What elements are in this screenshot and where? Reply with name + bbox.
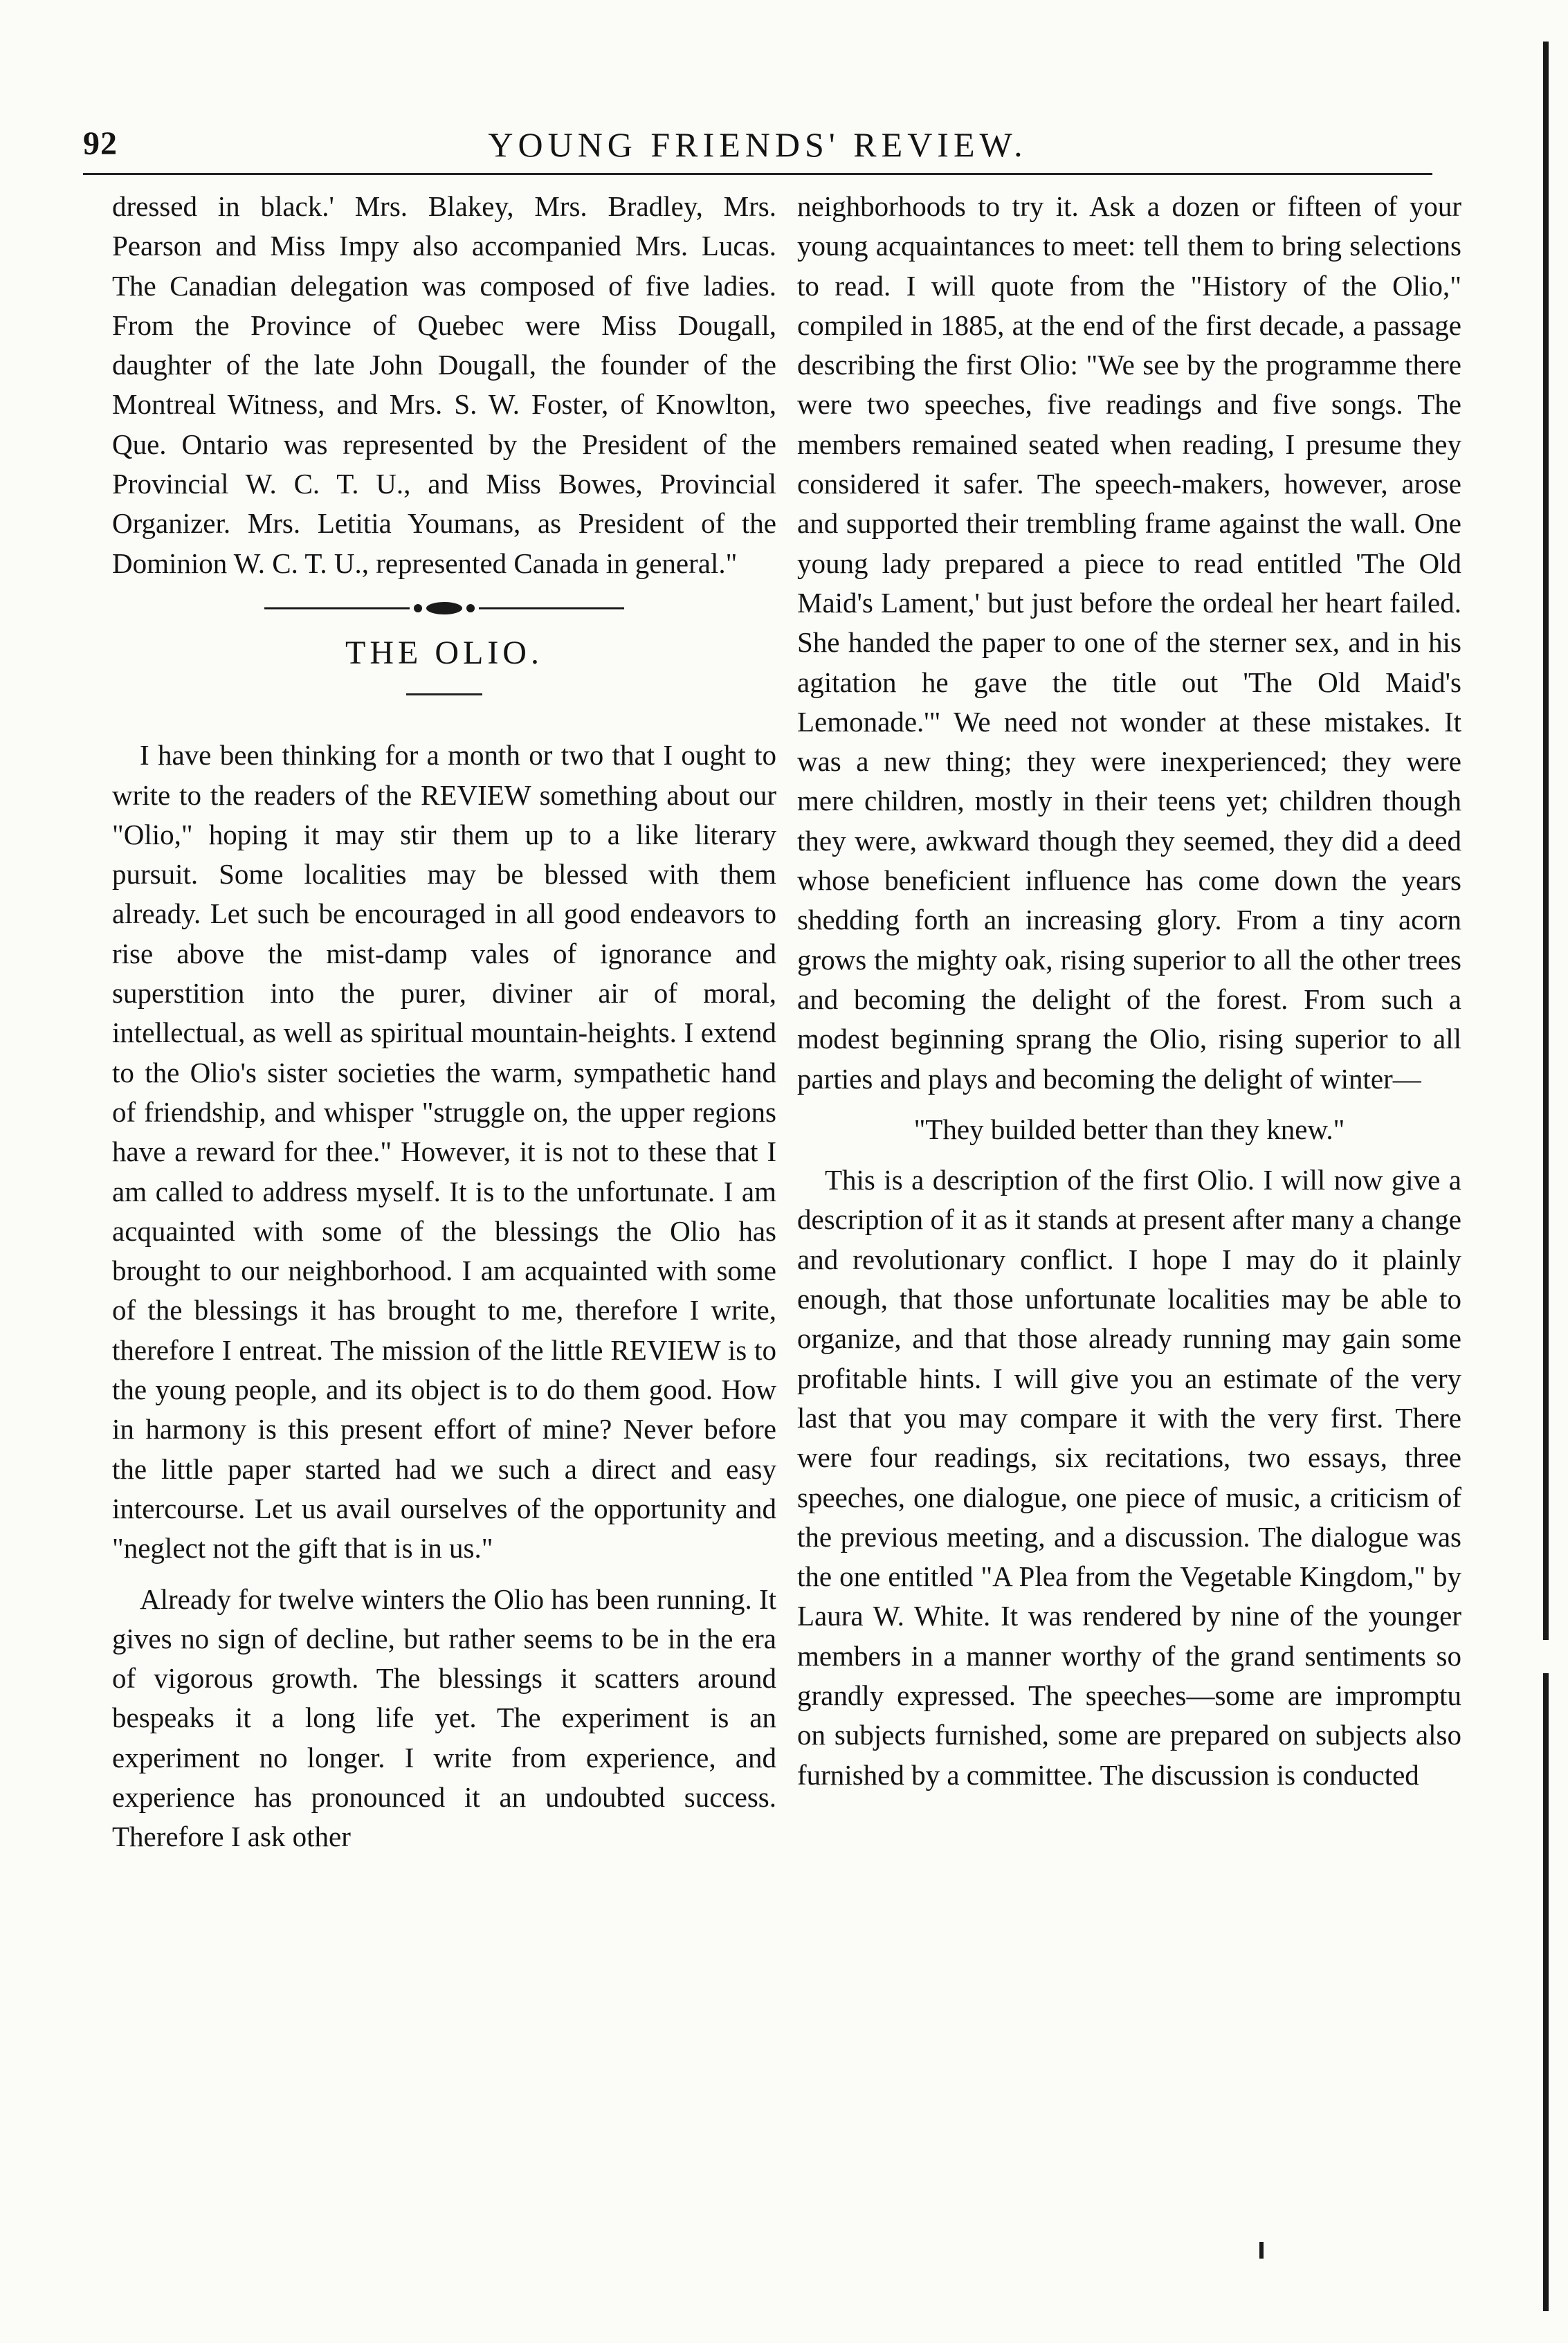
- section-title: THE OLIO.: [345, 634, 543, 671]
- page-header: [83, 109, 1432, 172]
- right-column: [797, 187, 1461, 1795]
- continued-paragraph: dressed in black.' Mrs. Blakey, Mrs. Bradley, Mrs. Pearson and Miss Impy also accompanied Mrs. Lucas. The Canadian delegation was composed of five ladies. From the Province of Quebec were Miss Dougall, daughter of the late John Dougall, the founder of the Montreal Witness, and Mrs. S. W. Foster, of Knowlton, Que. Ontario was represented by the President of the Provincial W. C. T. U., and Miss Bowes, Provincial Organizer. Mrs. Letitia Youmans, as President of the Dominion W. C. T. U., represented Canada in general.": [112, 190, 776, 579]
- page-number: 92: [83, 125, 118, 162]
- page-edge-notch: [1539, 1640, 1554, 1673]
- header-rule: [83, 173, 1432, 175]
- ornament-divider: [264, 599, 624, 618]
- title-rule: [406, 693, 482, 695]
- article-paragraph: This is a description of the first Olio. I will now give a description of it as it stands at present after many a change and revolutionary conflict. I hope I may do it plainly enough, that those unfortunate localities may be able to organize, and that those already running may gain some profitable hints. I will give you an estimate of the very last that you may compare it with the very first. There were four readings, six recitations, two essays, three speeches, one dialogue, one piece of music, a criticism of the previous meeting, and a discussion. The dialogue was the one entitled "A Plea from the Vegetable Kingdom," by Laura W. White. It was rendered by nine of the younger members in a manner worthy of the grand sentiments so grandly expressed. The speeches—some are impromptu on subjects furnished, some are prepared on subjects also furnished by a committee. The discussion is conducted: [797, 1164, 1461, 1791]
- left-column: [112, 187, 776, 1857]
- scan-speck: [1259, 2242, 1264, 2259]
- running-title: YOUNG FRIENDS' REVIEW.: [488, 125, 1028, 164]
- article-paragraph: I have been thinking for a month or two that I ought to write to the readers of the REVIEW something about our "Olio," hoping it may stir them up to a like literary pursuit. Some localities may be blessed with them already. Let such be encouraged in all good endeavors to rise above the mist-damp vales of ignorance and superstition into the purer, diviner air of moral, intellectual, as well as spiritual mountain-heights. I extend to the Olio's sister societies the warm, sympathetic hand of friendship, and whisper "struggle on, the upper regions have a reward for thee." However, it is not to these that I am called to address myself. It is to the unfortunate. I am acquainted with some of the blessings the Olio has brought to our neighborhood. I am acquainted with some of the blessings it has brought to me, therefore I write, therefore I entreat. The mission of the little REVIEW is to the young people, and its object is to do them good. How in harmony is this present effort of mine? Never before the little paper started had we such a direct and easy intercourse. Let us avail ourselves of the opportunity and "neglect not the gift that is in us.": [112, 739, 776, 1565]
- page-edge-shadow: [1543, 42, 1549, 2311]
- article-paragraph: Already for twelve winters the Olio has been running. It gives no sign of decline, but rather seems to be in the era of vigorous growth. The blessings it scatters around bespeaks it a long life yet. The experiment is an experiment no longer. I write from experience, and experience has pronounced it an undoubted success. Therefore I ask other: [112, 1583, 776, 1853]
- quote-line: "They builded better than they knew.": [913, 1113, 1345, 1145]
- continued-paragraph: neighborhoods to try it. Ask a dozen or fifteen of your young acquaintances to meet: tell them to bring selections to read. I will quote from the "History of the Olio," compiled in 1885, at the end of the first decade, a passage describing the first Olio: "We see by the programme there were two speeches, five readings and five songs. The members remained seated when reading, I presume they considered it safer. The speech-makers, however, arose and supported their trembling frame against the wall. One young lady prepared a piece to read entitled 'The Old Maid's Lament,' but just before the ordeal her heart failed. She handed the paper to one of the sterner sex, and in his agitation he gave the title out 'The Old Maid's Lemonade.'" We need not wonder at these mistakes. It was a new thing; they were inexperienced; they were mere children, mostly in their teens yet; children though they were, awkward though they seemed, they did a deed whose beneficient influence has come down the years shedding forth an increasing glory. From a tiny acorn grows the mighty oak, rising superior to all the other trees and becoming the delight of the forest. From such a modest beginning sprang the Olio, rising superior to all parties and plays and becoming the delight of winter—: [797, 190, 1461, 1095]
